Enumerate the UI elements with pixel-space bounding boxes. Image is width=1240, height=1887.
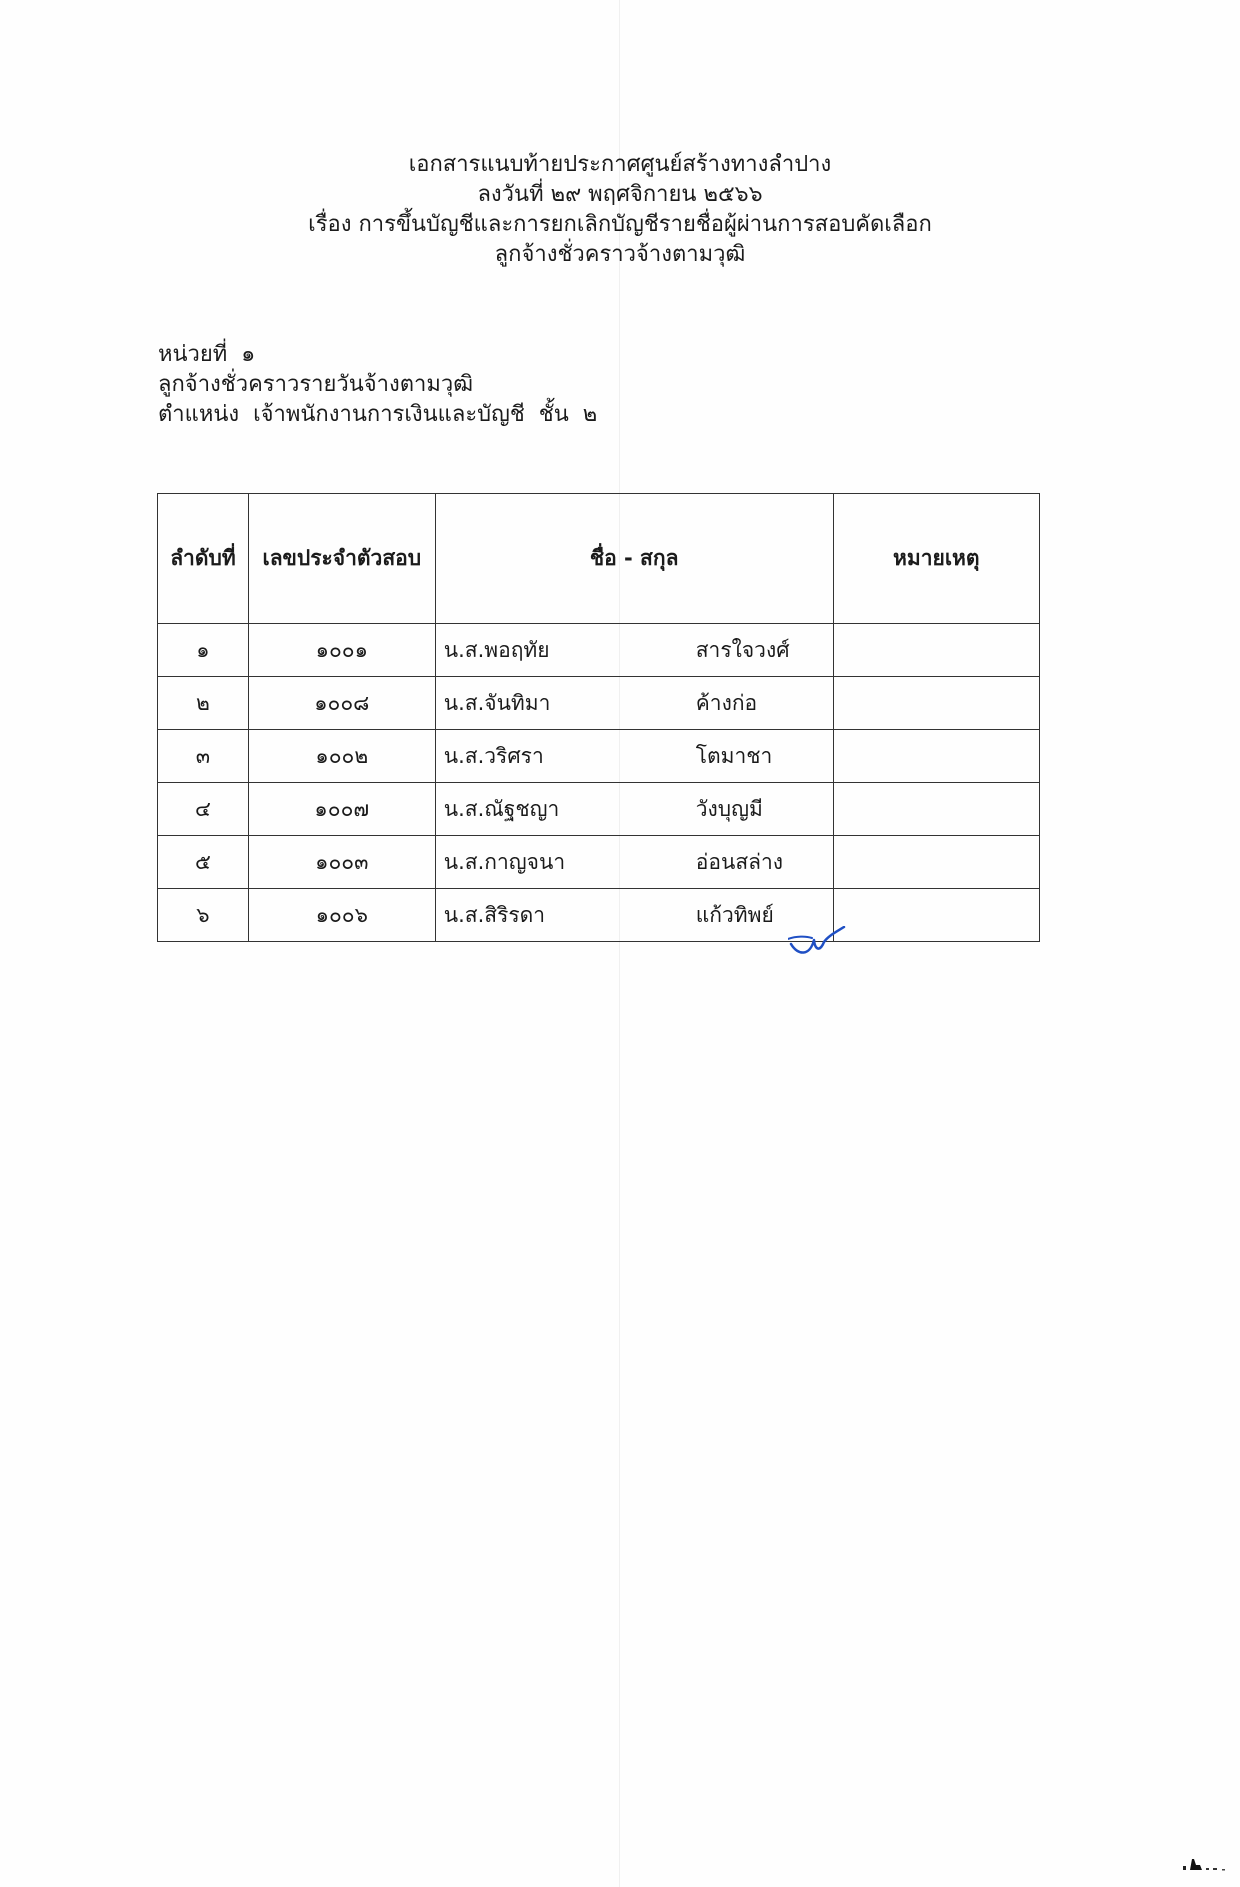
unit-info [158, 340, 597, 430]
row-order: ๑ [158, 624, 249, 677]
row-exam-id: ๑๐๐๘ [248, 677, 435, 730]
row-first-name: น.ส.ณัฐชญา [443, 796, 560, 821]
row-order: ๔ [158, 783, 249, 836]
document-header [0, 150, 1240, 270]
row-exam-id: ๑๐๐๒ [248, 730, 435, 783]
unit-number-line [158, 340, 597, 370]
table-header-row [158, 494, 1040, 624]
row-exam-id: ๑๐๐๑ [248, 624, 435, 677]
row-first-name: น.ส.จันทิมา [443, 690, 551, 715]
level-label: ชั้น [538, 402, 569, 427]
row-note [833, 836, 1039, 889]
row-exam-id: ๑๐๐๓ [248, 836, 435, 889]
table-row [158, 836, 1040, 889]
header-employee-type: ลูกจ้างชั่วคราวจ้างตามวุฒิ [494, 242, 746, 267]
row-note [833, 624, 1039, 677]
scan-speck [1180, 1853, 1230, 1875]
table-row [158, 677, 1040, 730]
row-order: ๓ [158, 730, 249, 783]
position-name: เจ้าพนักงานการเงินและบัญชี [253, 402, 525, 427]
row-note [833, 783, 1039, 836]
signature-mark [788, 926, 848, 962]
row-note [833, 889, 1039, 942]
candidate-table [157, 493, 1040, 942]
row-name [435, 624, 833, 677]
table-row [158, 783, 1040, 836]
row-last-name: อ่อนสล่าง [695, 849, 784, 874]
header-exam-id: เลขประจำตัวสอบ [248, 494, 435, 624]
header-title: เอกสารแนบท้ายประกาศศูนย์สร้างทางลำปาง [408, 152, 832, 177]
unit-number: ๑ [241, 342, 256, 367]
table-row [158, 889, 1040, 942]
row-exam-id: ๑๐๐๗ [248, 783, 435, 836]
row-name [435, 730, 833, 783]
header-date: ลงวันที่ ๒๙ พฤศจิกายน ๒๕๖๖ [477, 182, 763, 207]
row-first-name: น.ส.วริศรา [443, 743, 544, 768]
unit-label: หน่วยที่ [158, 342, 228, 367]
row-name [435, 889, 833, 942]
row-order: ๒ [158, 677, 249, 730]
row-name [435, 836, 833, 889]
row-first-name: น.ส.สิริรดา [443, 902, 546, 927]
row-name [435, 783, 833, 836]
row-last-name: วังบุญมี [695, 796, 763, 821]
row-last-name: ค้างก่อ [695, 690, 758, 715]
row-name [435, 677, 833, 730]
row-order: ๕ [158, 836, 249, 889]
row-note [833, 677, 1039, 730]
page-fold-line [619, 0, 620, 1887]
row-first-name: น.ส.พอฤทัย [443, 637, 550, 662]
position-line [158, 400, 597, 430]
row-last-name: โตมาชา [695, 743, 773, 768]
row-last-name: แก้วทิพย์ [695, 902, 774, 927]
table-row [158, 730, 1040, 783]
header-order: ลำดับที่ [158, 494, 249, 624]
row-last-name: สารใจวงศ์ [695, 637, 790, 662]
row-exam-id: ๑๐๐๖ [248, 889, 435, 942]
row-order: ๖ [158, 889, 249, 942]
header-subject: เรื่อง การขึ้นบัญชีและการยกเลิกบัญชีรายชื่อผู้ผ่านการสอบคัดเลือก [308, 212, 932, 237]
table-row [158, 624, 1040, 677]
position-label: ตำแหน่ง [158, 402, 240, 427]
employment-type: ลูกจ้างชั่วคราวรายวันจ้างตามวุฒิ [158, 372, 474, 397]
row-first-name: น.ส.กาญจนา [443, 849, 566, 874]
row-note [833, 730, 1039, 783]
level-value: ๒ [582, 402, 598, 427]
header-note: หมายเหตุ [833, 494, 1039, 624]
header-name: ชื่อ - สกุล [435, 494, 833, 624]
